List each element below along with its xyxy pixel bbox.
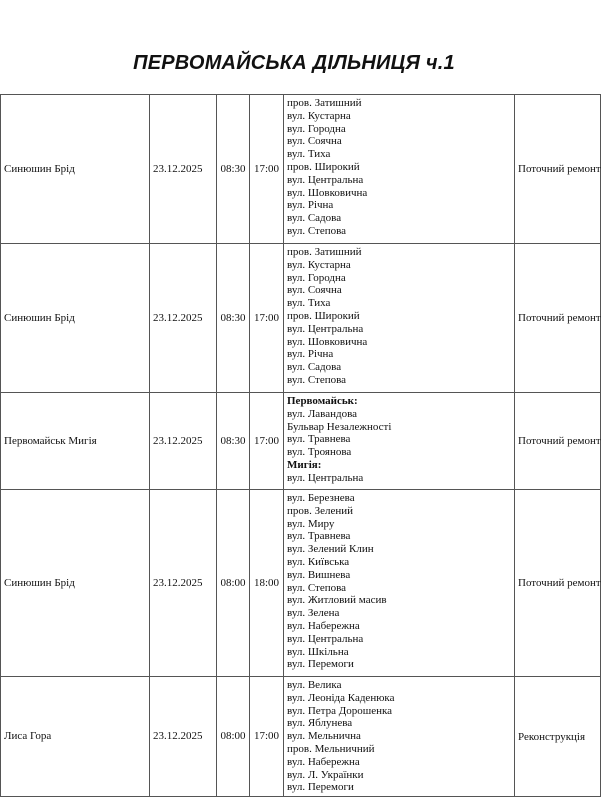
streets-cell bbox=[284, 490, 515, 677]
end-time-cell: 17:00 bbox=[250, 393, 284, 490]
street-name: вул. Шовковична bbox=[287, 186, 368, 199]
table-row bbox=[1, 490, 601, 677]
street-name: вул. Перемоги bbox=[287, 781, 354, 794]
date-cell: 23.12.2025 bbox=[150, 490, 217, 677]
locality-heading: Первомайськ: bbox=[287, 395, 358, 407]
street-name: вул. Шовковична bbox=[287, 335, 368, 348]
date-cell: 23.12.2025 bbox=[150, 244, 217, 393]
streets-cell bbox=[284, 677, 515, 797]
street-name: вул. Набережна bbox=[287, 755, 360, 768]
street-name: вул. Перемоги bbox=[287, 658, 354, 671]
street-name: вул. Городна bbox=[287, 122, 346, 135]
street-name: вул. Кустарна bbox=[287, 258, 351, 271]
table-row bbox=[1, 677, 601, 797]
end-time-cell: 18:00 bbox=[250, 490, 284, 677]
street-name: вул. Центральна bbox=[287, 471, 364, 484]
page-title: ПЕРВОМАЙСЬКА ДІЛЬНИЦЯ ч.1 bbox=[133, 52, 455, 74]
street-name: вул. Миру bbox=[287, 517, 335, 530]
street-name: пров. Широкий bbox=[287, 160, 360, 173]
streets-cell bbox=[284, 95, 515, 244]
settlement-cell: Синюшин Брід bbox=[1, 490, 150, 677]
work-type-cell: Поточний ремонт bbox=[515, 490, 601, 677]
street-name: вул. Троянова bbox=[287, 446, 352, 459]
street-name: вул. Яблунева bbox=[287, 717, 353, 730]
street-name: вул. Травнева bbox=[287, 433, 351, 446]
street-name: вул. Житловий масив bbox=[287, 594, 387, 607]
street-name: вул. Соячна bbox=[287, 135, 342, 148]
start-time-cell: 08:30 bbox=[217, 244, 250, 393]
street-name: вул. Шкільна bbox=[287, 645, 349, 658]
street-name: вул. Березнева bbox=[287, 492, 355, 504]
street-name: вул. Тиха bbox=[287, 148, 331, 161]
street-name: вул. Тиха bbox=[287, 297, 331, 310]
street-name: вул. Садова bbox=[287, 212, 342, 225]
start-time-cell: 08:30 bbox=[217, 95, 250, 244]
street-name: вул. Вишнева bbox=[287, 568, 351, 581]
street-name: вул. Річна bbox=[287, 199, 334, 212]
street-name: вул. Центральна bbox=[287, 632, 364, 645]
street-name: вул. Соячна bbox=[287, 284, 342, 297]
street-name: вул. Центральна bbox=[287, 173, 364, 186]
street-name: вул. Петра Дорошенка bbox=[287, 704, 393, 717]
street-name: вул. Зелена bbox=[287, 607, 340, 620]
street-name: вул. Леоніда Каденюка bbox=[287, 691, 395, 704]
street-name: пров. Мельничний bbox=[287, 742, 375, 755]
street-name: пров. Затишний bbox=[287, 246, 362, 258]
start-time-cell: 08:00 bbox=[217, 490, 250, 677]
street-name: вул. Центральна bbox=[287, 322, 364, 335]
street-name: вул. Городна bbox=[287, 271, 346, 284]
table-row bbox=[1, 95, 601, 244]
street-name: пров. Зелений bbox=[287, 504, 354, 517]
street-name: вул. Набережна bbox=[287, 619, 360, 632]
streets-cell bbox=[284, 393, 515, 490]
locality-heading: Мигія: bbox=[287, 458, 322, 471]
settlement-cell: Первомайськ Мигія bbox=[1, 393, 150, 490]
outage-schedule-table bbox=[0, 94, 601, 797]
settlement-cell: Синюшин Брід bbox=[1, 244, 150, 393]
table-body bbox=[1, 95, 601, 797]
work-type-cell: Поточний ремонт bbox=[515, 393, 601, 490]
work-type-cell: Поточний ремонт bbox=[515, 244, 601, 393]
street-name: вул. Степова bbox=[287, 581, 347, 594]
street-name: вул. Річна bbox=[287, 348, 334, 361]
end-time-cell: 17:00 bbox=[250, 95, 284, 244]
street-name: пров. Затишний bbox=[287, 97, 362, 109]
work-type-cell: Реконструкція bbox=[515, 677, 601, 797]
street-name: вул. Велика bbox=[287, 679, 342, 691]
street-name: вул. Київська bbox=[287, 555, 350, 568]
street-name: Бульвар Незалежності bbox=[287, 420, 392, 433]
date-cell: 23.12.2025 bbox=[150, 393, 217, 490]
date-cell: 23.12.2025 bbox=[150, 677, 217, 797]
table-row bbox=[1, 244, 601, 393]
street-name: вул. Травнева bbox=[287, 530, 351, 543]
date-cell: 23.12.2025 bbox=[150, 95, 217, 244]
end-time-cell: 17:00 bbox=[250, 244, 284, 393]
street-name: вул. Садова bbox=[287, 361, 342, 374]
table-row bbox=[1, 393, 601, 490]
streets-cell bbox=[284, 244, 515, 393]
street-name: вул. Лавандова bbox=[287, 407, 358, 420]
street-name: вул. Зелений Клин bbox=[287, 543, 374, 556]
street-name: вул. Кустарна bbox=[287, 109, 351, 122]
work-type-cell: Поточний ремонт bbox=[515, 95, 601, 244]
start-time-cell: 08:00 bbox=[217, 677, 250, 797]
street-name: вул. Л. Українки bbox=[287, 768, 364, 781]
end-time-cell: 17:00 bbox=[250, 677, 284, 797]
street-name: пров. Широкий bbox=[287, 309, 360, 322]
street-name: вул. Степова bbox=[287, 373, 347, 386]
start-time-cell: 08:30 bbox=[217, 393, 250, 490]
settlement-cell: Синюшин Брід bbox=[1, 95, 150, 244]
street-name: вул. Степова bbox=[287, 224, 347, 237]
street-name: вул. Мельнична bbox=[287, 730, 361, 743]
settlement-cell: Лиса Гора bbox=[1, 677, 150, 797]
